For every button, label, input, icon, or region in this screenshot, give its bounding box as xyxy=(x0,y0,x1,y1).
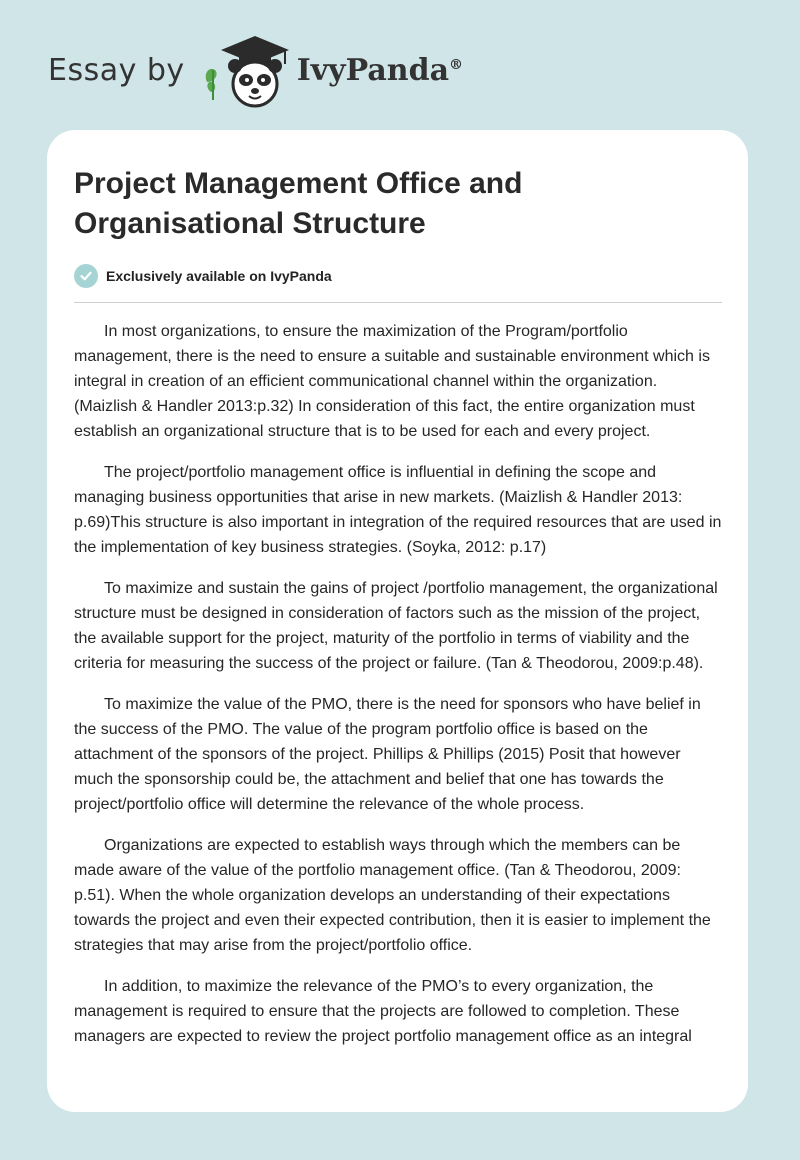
essay-by-label: Essay by xyxy=(48,52,185,88)
paragraph: In addition, to maximize the relevance of the PMO’s to every organization, the management is required to ensure that the projects are followed to completion. These managers are expected to review the project portfolio management office as an integral xyxy=(74,978,692,1045)
brand-name-text: IvyPanda xyxy=(296,52,450,88)
essay-body xyxy=(74,319,724,1065)
page-title: Project Management Office and Organisational Structure xyxy=(74,167,523,240)
paragraph: In most organizations, to ensure the maximization of the Program/portfolio management, there is the need to ensure a suitable and sustainable environment which is integral in creation of an efficient communicational channel within the organization. (Maizlish & Handler 2013:p.32) In consideration of this fact, the entire organization must establish an organizational structure that is to be used for each and every project. xyxy=(74,323,710,440)
paragraph: The project/portfolio management office is influential in defining the scope and managing business opportunities that arise in new markets. (Maizlish & Handler 2013: p.69)This structure is also important in integration of the required resources that are used in the implementation of key business strategies. (Soyka, 2012: p.17) xyxy=(74,464,722,556)
essay-card xyxy=(47,130,748,1112)
exclusive-badge xyxy=(74,264,332,288)
check-icon xyxy=(74,264,98,288)
paragraph: Organizations are expected to establish ways through which the members can be made aware of the value of the portfolio management office. (Tan & Theodorou, 2009: p.51). When the whole organization develops an understanding of their expectations towards the project and even their expected contribution, then it is easier to implement the strategies that may arise from the project/portfolio office. xyxy=(74,837,711,954)
panda-logo-icon xyxy=(199,30,291,110)
badge-label: Exclusively available on IvyPanda xyxy=(106,268,332,284)
paragraph: To maximize and sustain the gains of project /portfolio management, the organizational structure must be designed in consideration of factors such as the mission of the project, the available support for the project, maturity of the portfolio in terms of viability and the criteria for measuring the success of the project or failure. (Tan & Theodorou, 2009:p.48). xyxy=(74,580,718,672)
divider xyxy=(74,302,722,303)
paragraph: To maximize the value of the PMO, there is the need for sponsors who have belief in the success of the PMO. The value of the program portfolio office is based on the attachment of the sponsors of the project. Phillips & Phillips (2015) Posit that however much the sponsorship could be, the attachment and belief that one has towards the project/portfolio office will determine the relevance of the whole process. xyxy=(74,696,701,813)
brand-name[interactable] xyxy=(297,53,463,88)
registered-mark: ® xyxy=(449,56,464,73)
site-header xyxy=(48,30,463,110)
